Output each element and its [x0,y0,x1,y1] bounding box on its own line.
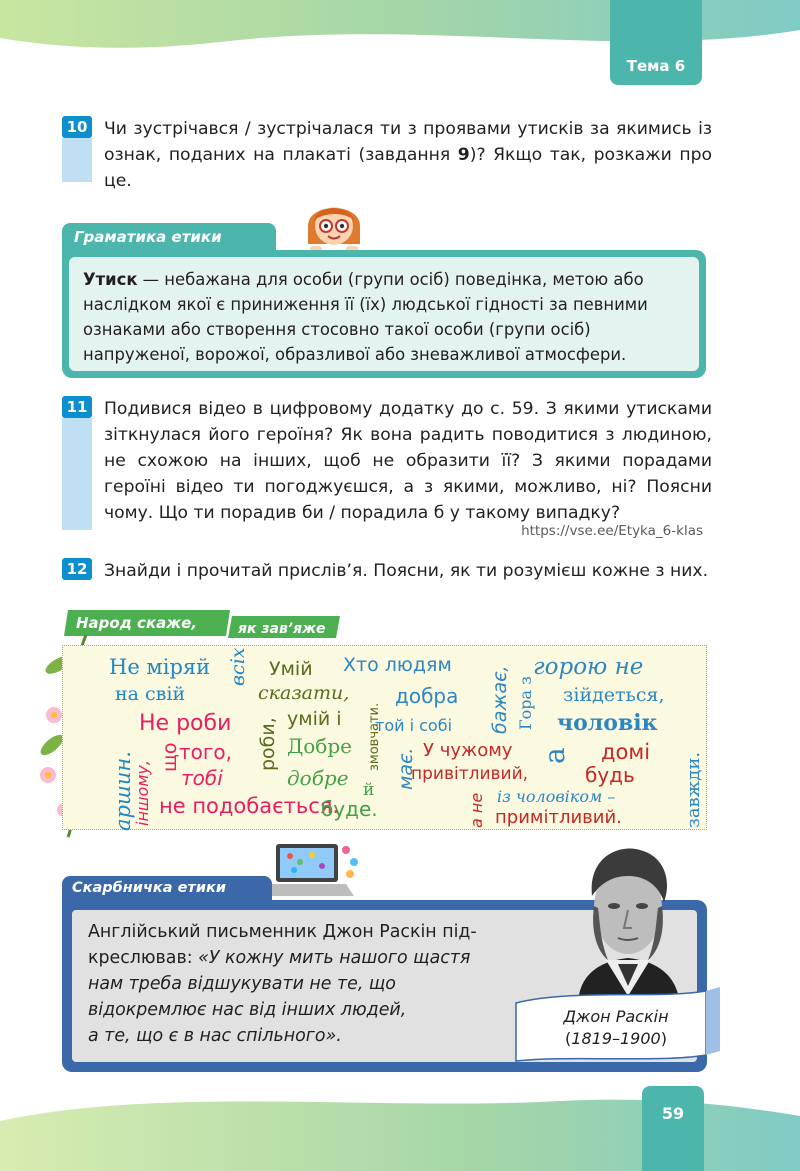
task-bar [62,418,92,530]
portrait-john-ruskin [548,836,708,1006]
proverb-word: має. [395,747,417,790]
treasury-title: Скарбничка етики [72,880,226,896]
proverb-word: сказати, [258,682,350,704]
task-ref: 9 [457,145,470,165]
proverb-word: а [538,747,571,764]
task-text: Знайди і прочитай прислів’я. Поясни, як ти розумієш кожне з них. [104,561,709,581]
caption-name: Джон Раскін [563,1007,669,1026]
proverb-word: Умій [269,658,313,680]
topic-tab [610,0,702,85]
task-11 [62,396,712,526]
proverb-word: завжди. [683,751,704,828]
proverb-word: роби, [257,717,279,771]
task-10 [62,116,712,194]
proverb-word: Хто людям [343,654,452,676]
proverb-word: що [159,742,181,772]
quote-line: Англійський письменник Джон Раскін під- [88,922,477,942]
page-number: 59 [661,1104,685,1123]
video-link[interactable]: https://vse.ee/Etyka_6-klas [521,523,703,539]
proverb-word: чоловік [557,710,658,736]
proverb-word: не подобається. [159,794,340,818]
proverbs-title-a: Народ скаже, [76,614,198,632]
proverb-word: умій і [287,708,342,730]
task-12 [62,558,712,584]
grammar-definition [69,257,699,371]
caption-years-part: ( [565,1029,572,1048]
quote-part: «У кожну мить нашого щастя [198,948,471,968]
proverbs-title-b: як зав’яже [238,621,326,637]
task-number: 10 [62,116,92,138]
task-text [104,116,712,194]
caption-years-part: ) [660,1029,667,1048]
proverb-word: із чоловіком – [497,787,616,806]
proverb-word: зійдеться, [563,684,665,706]
page-number-tab [642,1086,704,1171]
grammar-box [62,250,706,378]
task-number: 12 [62,558,92,580]
proverb-word: а не [467,792,486,828]
proverb-word: добра [395,684,459,708]
task-bar [62,138,92,182]
grammar-definition-text: — небажана для особи (групи осіб) поведінка, метою або наслідком якої є приниження її (їх) людської гідності за певними ознаками або створення стосовно такої особи (групи осіб) напруженої, ворожої, образливої або зневажливої атмосфери. [83,270,648,364]
quote-part: креслював: [88,948,199,968]
proverb-word: іншому, [133,760,152,826]
proverb-word: Не міряй [109,655,211,679]
proverb-word: на свій [115,683,186,705]
proverb-word: Гора з [516,676,535,730]
grammar-title: Граматика етики [74,228,222,246]
proverb-word: примітливий. [495,807,622,828]
caption-years [510,1029,722,1048]
laptop-illustration [266,840,361,902]
proverb-word: всіх [227,647,249,686]
proverb-word: домі [601,740,651,764]
quote-line: відокремлює нас від інших людей, [88,1000,407,1020]
treasury-title-tab [62,876,272,900]
proverb-word: Не роби [139,711,232,736]
grammar-title-tab [62,223,276,251]
proverb-word: й [363,780,375,800]
topic-label: Тема 6 [626,57,686,75]
caption-years-part: 1819–1900 [571,1029,661,1048]
proverb-word: тобі [181,766,223,790]
task-number: 11 [62,396,92,418]
proverb-word: того, [179,740,232,764]
quote-line: нам треба відшукувати не те, що [88,974,396,994]
portrait-caption [510,985,722,1063]
proverb-word: аршин. [111,751,135,831]
proverb-word: той і собі [375,716,453,735]
proverb-word: буде. [321,797,378,821]
quote-line: а те, що є в нас спільного». [88,1026,342,1046]
proverb-word: привітливий, [411,764,529,784]
proverb-word: змовчати. [367,702,382,771]
proverb-word: бажає, [489,665,511,734]
task-text-part: )? Якщо так, розкажи про це. [104,145,712,191]
girl-illustration [300,196,368,256]
proverb-word: будь [585,763,635,787]
proverb-word: У чужому [423,740,513,761]
proverb-word: добре [287,766,349,790]
task-text-part: Чи зустрічався / зустрічалася ти з проявами утисків за якимись із ознак, поданих на плакаті (завдання [104,119,712,165]
proverbs-word-cloud [62,645,707,830]
proverb-word: Добре [287,734,352,758]
grammar-term: Утиск [83,270,138,289]
task-text: Подивися відео в цифровому додатку до с. 59. З якими утисками зіткнулася його героїня? Як вона радить поводитися з людиною, не схожою на інших, щоб не образити її? З якими порадами героїні відео ти погоджуєшся, а з якими, можливо, ні? Поясни чому. Що ти порадив би / порадила б у такому випадку? [104,399,712,523]
proverb-word: горою не [533,654,644,680]
